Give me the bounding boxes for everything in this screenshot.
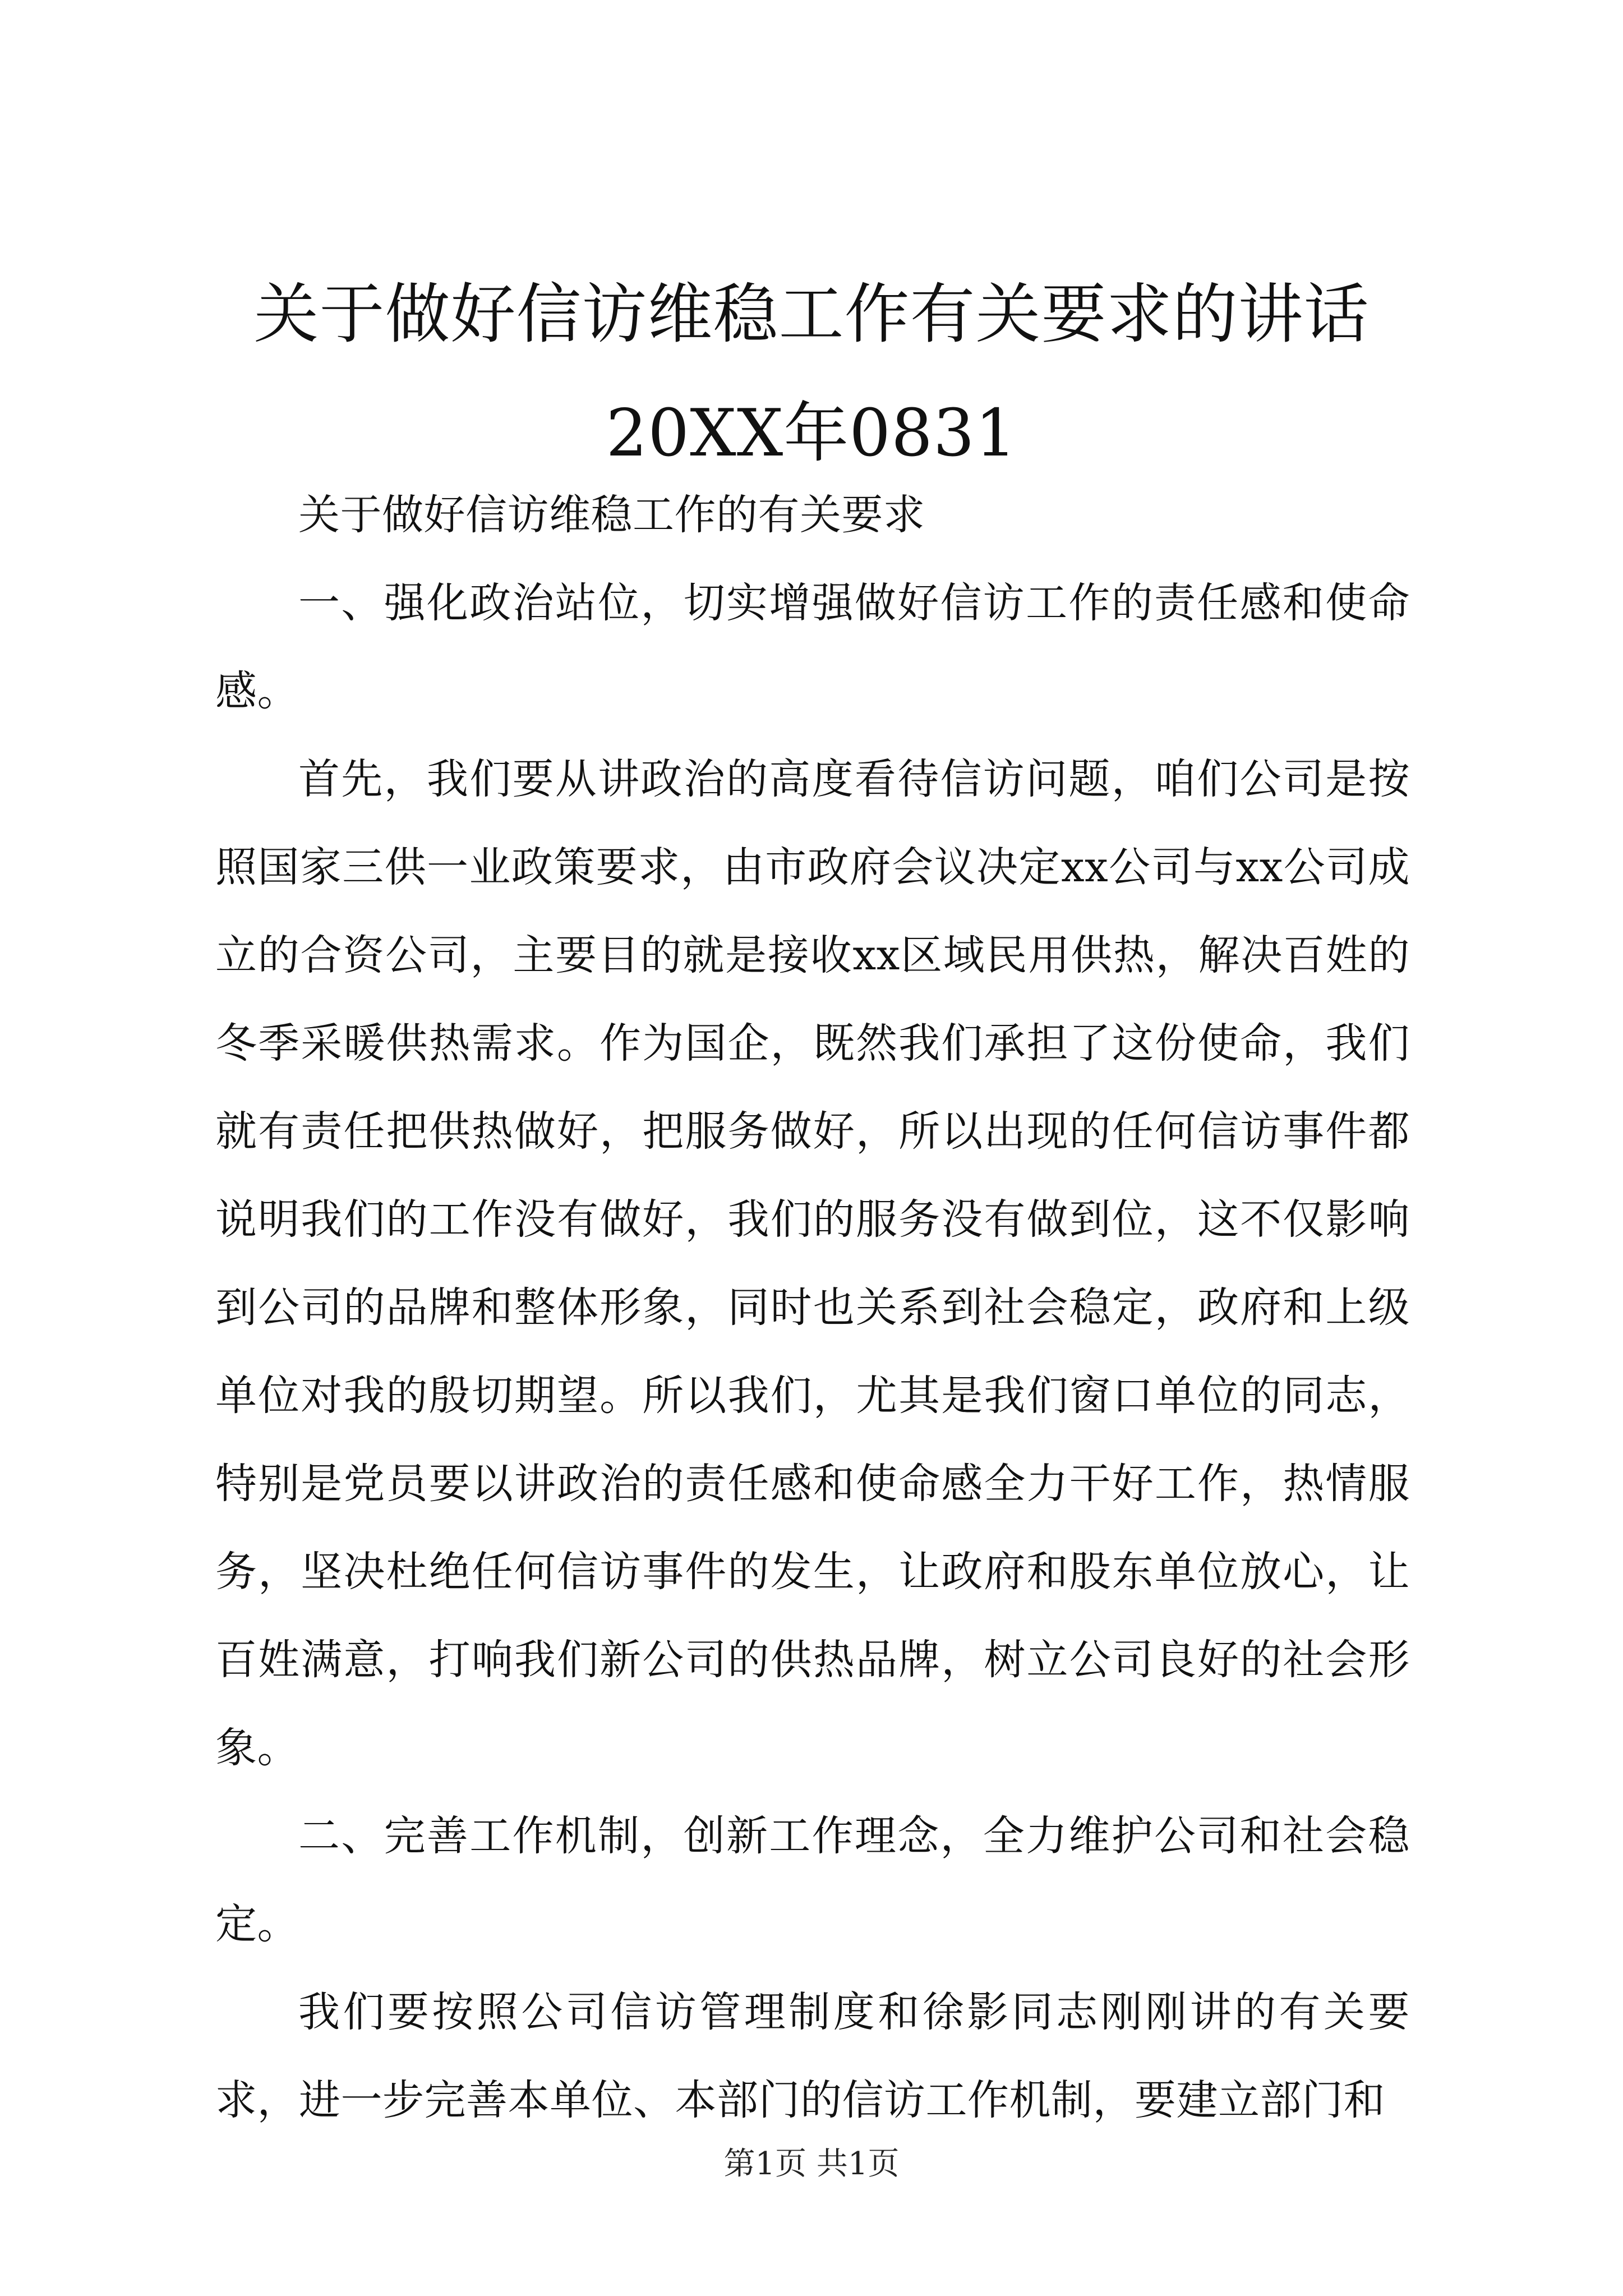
body-paragraph-2: 我们要按照公司信访管理制度和徐影同志刚刚讲的有关要求，进一步完善本单位、本部门的信访工作机制，要建立部门和	[215, 1988, 1410, 2124]
section-heading-1: 一、强化政治站位，切实增强做好信访工作的责任感和使命感。	[215, 579, 1410, 715]
document-body	[215, 471, 1410, 2145]
section-heading-2: 二、完善工作机制，创新工作理念，全力维护公司和社会稳定。	[215, 1812, 1410, 1948]
document-title: 关于做好信访维稳工作有关要求的讲话20XX年0831	[253, 277, 1370, 471]
body-paragraph-1: 首先，我们要从讲政治的高度看待信访问题，咱们公司是按照国家三供一业政策要求，由市政府会议决定xx公司与xx公司成立的合资公司，主要目的就是接收xx区域民用供热，解决百姓的冬季采暖供热需求。作为国企，既然我们承担了这份使命，我们就有责任把供热做好，把服务做好，所以出现的任何信访事件都说明我们的工作没有做好，我们的服务没有做到位，这不仅影响到公司的品牌和整体形象，同时也关系到社会稳定，政府和上级单位对我的殷切期望。所以我们，尤其是我们窗口单位的同志，特别是党员要以讲政治的责任感和使命感全力干好工作，热情服务，坚决杜绝任何信访事件的发生，让政府和股东单位放心，让百姓满意，打响我们新公司的供热品牌，树立公司良好的社会形象。	[215, 755, 1410, 1772]
subtitle-paragraph: 关于做好信访维稳工作的有关要求	[298, 491, 925, 539]
page-number-footer: 第1页 共1页	[723, 2146, 900, 2182]
